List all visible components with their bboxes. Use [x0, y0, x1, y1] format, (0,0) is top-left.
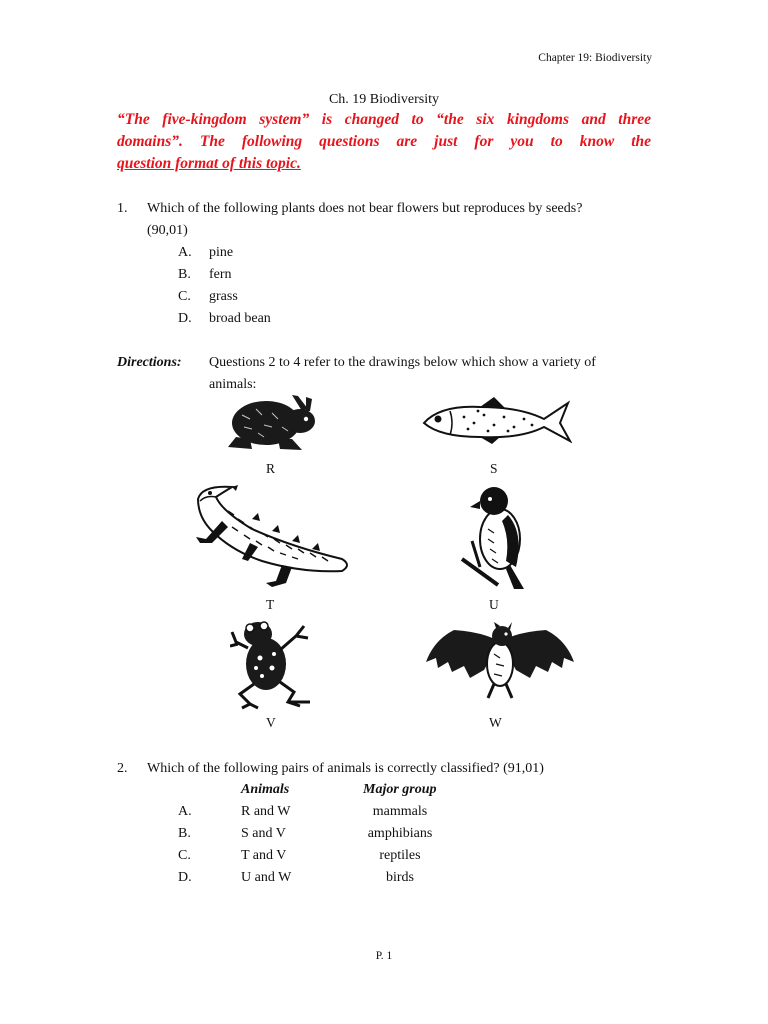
option-letter: C.	[178, 289, 191, 304]
option-letter: D.	[178, 870, 192, 885]
option-animals: S and V	[241, 826, 286, 841]
option-letter: B.	[178, 267, 191, 282]
page-title: Ch. 19 Biodiversity	[328, 92, 440, 107]
option-letter: B.	[178, 826, 191, 841]
bird-icon	[458, 481, 538, 591]
directions-text-line-1: Questions 2 to 4 refer to the drawings below which show a variety of	[209, 355, 596, 370]
option-group: mammals	[372, 804, 428, 819]
figure-label: W	[489, 715, 502, 730]
figure-label: S	[490, 461, 498, 476]
directions-label: Directions:	[117, 355, 182, 370]
fish-icon	[420, 397, 572, 445]
page-number: P. 1	[375, 950, 393, 962]
notice-line-1: “The five-kingdom system” is changed to “the six kingdoms and three	[117, 111, 651, 128]
column-header-animals: Animals	[241, 782, 290, 797]
notice-line-2: domains”. The following questions are just for you to know the	[117, 133, 651, 150]
running-header: Chapter 19: Biodiversity	[538, 52, 652, 64]
figure-label: T	[266, 597, 275, 612]
question-number: 1.	[117, 201, 128, 216]
option-letter: A.	[178, 804, 192, 819]
option-letter: C.	[178, 848, 191, 863]
option-animals: U and W	[241, 870, 292, 885]
question-text: Which of the following plants does not bear flowers but reproduces by seeds?	[147, 201, 583, 216]
option-group: birds	[386, 870, 414, 885]
option-text: grass	[209, 289, 238, 304]
question-text: Which of the following pairs of animals is correctly classified? (91,01)	[147, 761, 544, 776]
option-group: amphibians	[367, 826, 433, 841]
option-animals: R and W	[241, 804, 291, 819]
question-reference: (90,01)	[147, 223, 188, 238]
option-animals: T and V	[241, 848, 287, 863]
figure-label: R	[266, 461, 276, 476]
question-number: 2.	[117, 761, 128, 776]
option-group: reptiles	[379, 848, 421, 863]
bat-icon	[424, 622, 576, 702]
option-letter: A.	[178, 245, 192, 260]
red-notice	[117, 109, 651, 175]
option-text: fern	[209, 267, 232, 282]
directions-text-line-2: animals:	[209, 377, 257, 392]
figure-label: U	[489, 597, 499, 612]
rabbit-icon	[222, 393, 324, 453]
option-letter: D.	[178, 311, 192, 326]
notice-line-3: question format of this topic.	[117, 155, 301, 172]
column-header-major-group: Major group	[363, 782, 437, 797]
option-text: pine	[209, 245, 234, 260]
option-text: broad bean	[209, 311, 271, 326]
figure-label: V	[266, 715, 276, 730]
frog-icon	[230, 618, 312, 710]
crocodile-icon	[192, 481, 354, 587]
